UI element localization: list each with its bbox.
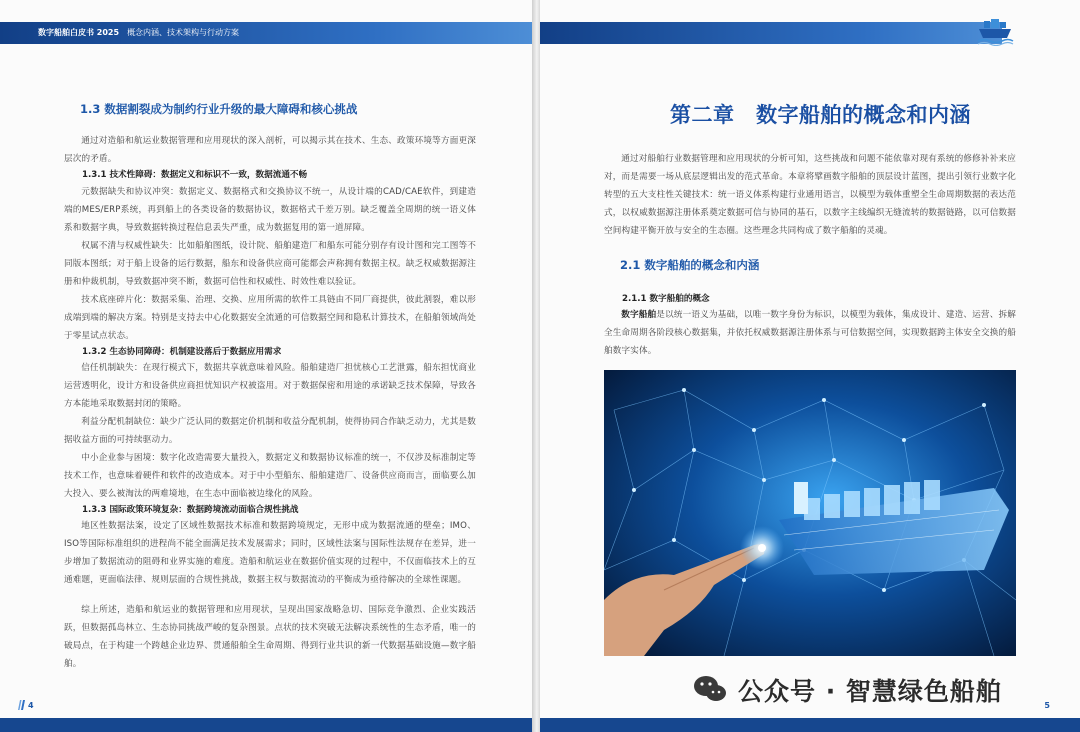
subsection-title-1-3-1: 1.3.1 技术性障碍：数据定义和标识不一致，数据流通不畅 <box>82 170 308 180</box>
paragraph-policy: 地区性数据法案，设定了区域性数据技术标准和数据跨境规定，无形中成为数据流通的壁垒；IMO、ISO等国际标准组织的进程尚不能全面满足技术发展需求；同时，区域性法案与国际性法规存在差异，进一步增加了数据流动的阻碍和业界实施的难度。造船和航运业在数据价值实现的过程中，不仅面临技术上的互通难题，更面临法律、规则层面的合规性挑战，数据主权与数据流动的平衡成为亟待解决的全球性课题。 <box>64 521 476 585</box>
right-footer-band <box>540 718 1080 732</box>
subsection-title-2-1-1: 2.1.1 数字船舶的概念 <box>622 294 710 304</box>
doc-subtitle: 概念内涵、技术架构与行动方案 <box>127 28 240 37</box>
paragraph-sme: 中小企业参与困境：数字化改造需要大量投入，数据定义和数据协议标准的统一，不仅涉及标准制定等技术工作，也意味着硬件和软件的改造成本。对于中小型船东、船舶建造厂、设备供应商而言，面临要么加大投入、要么被淘汰的两难境地，在生态中面临被边缘化的风险。 <box>64 453 476 499</box>
chapter-intro-paragraph: 通过对船舶行业数据管理和应用现状的分析可知，这些挑战和问题不能依靠对现有系统的修修补补来应对，而是需要一场从底层逻辑出发的范式革命。本章将擘画数字船舶的顶层设计蓝图，提出引领行业数字化转型的五大支柱性关键技术：统一语义体系构建行业通用语言，以模型为载体重塑全生命周期数据的表达范式，以权威数据源注册体系奠定数据可信与协同的基石，以数字主线编织无缝流转的数据链路，以可信数据空间构建平衡开放与安全的生态圈。这些理念共同构成了数字船舶的灵魂。 <box>604 154 1016 236</box>
right-page <box>540 0 1080 732</box>
ship-logo-icon <box>976 18 1014 46</box>
paragraph-trust: 信任机制缺失：在现行模式下，数据共享就意味着风险。船舶建造厂担忧核心工艺泄露，船东担忧商业运营透明化，设计方和设备供应商担忧知识产权被盗用。对于数据保密和用途的承诺缺乏技术保障，导致各方本能地采取数据封闭的策略。 <box>64 363 476 409</box>
page-marker-icon <box>18 700 26 710</box>
subsection-title-1-3-3: 1.3.3 国际政策环境复杂：数据跨境流动面临合规性挑战 <box>82 505 299 515</box>
left-header-text <box>38 27 239 38</box>
book-gutter <box>532 0 540 732</box>
conclusion-paragraph: 综上所述，造船和航运业的数据管理和应用现状，呈现出国家战略急切、国际竞争激烈、企业实践活跃，但数据孤岛林立、生态协同挑战严峻的复杂图景。点状的技术突破无法解决系统性的生态矛盾，唯一的破局点，在于构建一个跨越企业边界、贯通船舶全生命周期、得到行业共识的新一代数据基础设施—数字船舶。 <box>64 605 476 669</box>
definition-paragraph <box>604 306 1016 360</box>
section-title-2-1: 2.1 数字船舶的概念和内涵 <box>620 258 760 272</box>
left-page <box>0 0 532 732</box>
intro-paragraph: 通过对造船和航运业数据管理和应用现状的深入剖析，可以揭示其在技术、生态、政策环境等方面更深层次的矛盾。 <box>64 136 476 164</box>
paragraph-benefit: 利益分配机制缺位：缺少广泛认同的数据定价机制和收益分配机制，使得协同合作缺乏动力，尤其是数据收益方面的可持续驱动力。 <box>64 417 476 445</box>
left-header-band <box>0 22 532 44</box>
page-number-right: 5 <box>1044 701 1050 710</box>
definition-text: 是以统一语义为基础，以唯一数字身份为标识，以模型为载体，集成设计、建造、运营、拆解全生命周期各阶段核心数据集，并依托权威数据源注册体系与可信数据空间，实现数据跨主体安全交换的船舶数字实体。 <box>604 310 1016 356</box>
section-title-1-3: 1.3 数据割裂成为制约行业升级的最大障碍和核心挑战 <box>80 102 358 116</box>
wechat-icon <box>692 674 728 704</box>
left-footer-band <box>0 718 532 732</box>
subsection-title-1-3-2: 1.3.2 生态协同障碍：机制建设落后于数据应用需求 <box>82 347 282 357</box>
right-header-band <box>540 22 1002 44</box>
chapter-title: 第二章 数字船舶的概念和内涵 <box>670 103 971 127</box>
paragraph-metadata: 元数据缺失和协议冲突：数据定义、数据格式和交换协议不统一，从设计端的CAD/CAE软件，到建造端的MES/ERP系统，再到船上的各类设备的数据协议，数据格式千差万别。缺乏覆盖全周期的统一语义体系和数据字典，导致数据转换过程信息丢失严重，成为数据复用的第一道屏障。 <box>64 187 476 233</box>
paragraph-fragmentation: 技术底座碎片化：数据采集、治理、交换、应用所需的软件工具链由不同厂商提供，彼此割裂，难以形成端到端的解决方案。特别是支持去中心化数据安全流通的可信数据空间和隐私计算技术，在船舶领域尚处于零星试点状态。 <box>64 295 476 341</box>
paragraph-ownership: 权属不清与权威性缺失：比如船舶图纸，设计院、船舶建造厂和船东可能分别存有设计图和完工图等不同版本图纸；对于船上设备的运行数据，船东和设备供应商可能都会声称拥有数据主权。缺乏权威数据源注册和仲裁机制，导致数据冲突不断，数据可信性和权威性、时效性难以验证。 <box>64 241 476 287</box>
doc-title: 数字船舶白皮书 2025 <box>38 28 120 37</box>
watermark-text: 公众号 · 智慧绿色船舶 <box>738 677 1002 706</box>
digital-ship-image <box>604 370 1016 656</box>
definition-term: 数字船舶 <box>621 310 657 320</box>
page-number-left: 4 <box>28 701 34 710</box>
